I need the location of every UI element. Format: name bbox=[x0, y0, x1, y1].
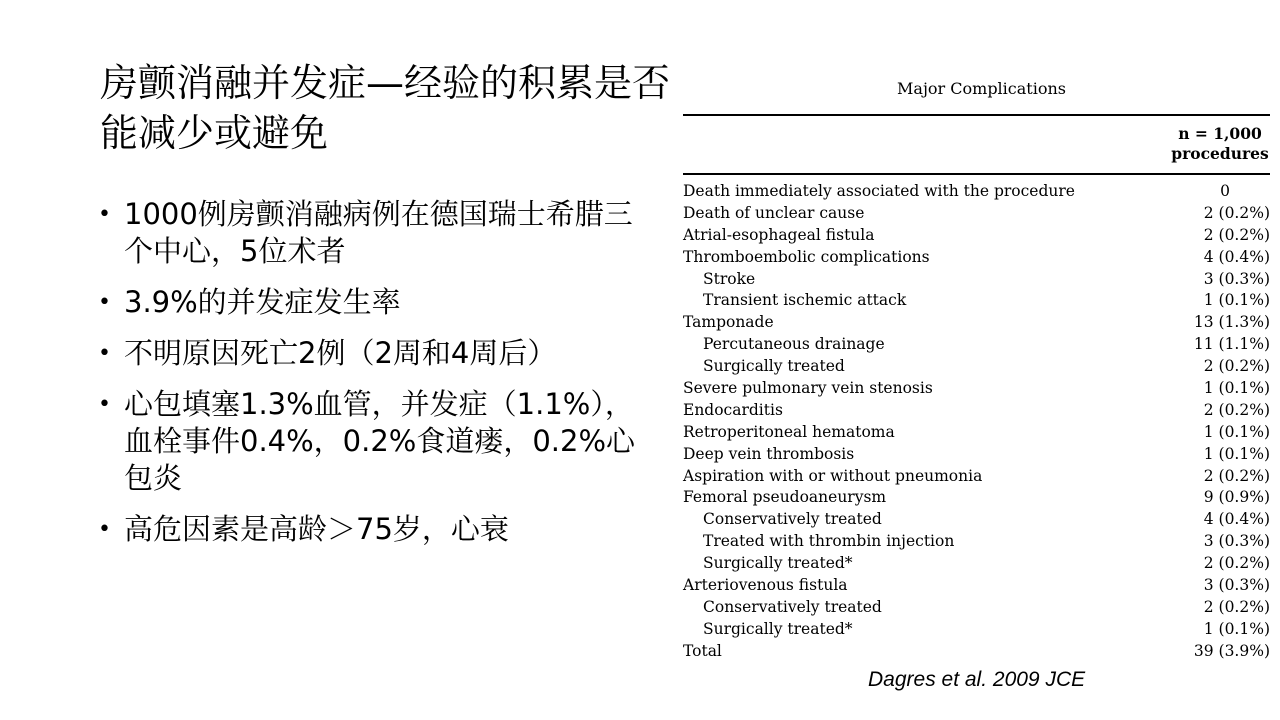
row-value: 3 (0.3%) bbox=[1203, 532, 1270, 551]
bullet-dot: • bbox=[98, 202, 111, 227]
bullet-item bbox=[96, 196, 656, 270]
table-row bbox=[683, 225, 1270, 247]
table-row bbox=[683, 487, 1270, 509]
table-row bbox=[683, 269, 1270, 291]
table-row bbox=[683, 641, 1270, 663]
row-value: 2 (0.2%) bbox=[1203, 357, 1270, 376]
bullet-item bbox=[96, 284, 656, 321]
bullet-item bbox=[96, 511, 656, 548]
bullet-text: 1000例房颤消融病例在德国瑞士希腊三个中心，5位术者 bbox=[124, 197, 633, 268]
row-label: Thromboembolic complications bbox=[683, 247, 930, 266]
row-label: Retroperitoneal hematoma bbox=[683, 422, 895, 441]
table-row bbox=[683, 247, 1270, 269]
table-row bbox=[683, 619, 1270, 641]
row-label: Stroke bbox=[703, 269, 756, 288]
table-row bbox=[683, 531, 1270, 553]
slide-title: 房颤消融并发症—经验的积累是否能减少或避免 bbox=[100, 61, 671, 155]
row-label: Death immediately associated with the procedure bbox=[683, 182, 1075, 200]
row-label: Conservatively treated bbox=[703, 510, 882, 529]
row-label: Arteriovenous fistula bbox=[683, 576, 848, 595]
row-label: Transient ischemic attack bbox=[703, 291, 907, 310]
row-label: Femoral pseudoaneurysm bbox=[683, 488, 887, 507]
table-row bbox=[683, 203, 1270, 225]
table-row bbox=[683, 553, 1270, 575]
table-row bbox=[683, 466, 1270, 488]
bullet-dot: • bbox=[98, 392, 111, 417]
row-label: Surgically treated bbox=[703, 357, 845, 376]
row-value: 3 (0.3%) bbox=[1203, 576, 1270, 595]
row-value: 2 (0.2%) bbox=[1203, 554, 1270, 573]
bullet-item bbox=[96, 335, 656, 372]
row-value: 1 (0.1%) bbox=[1203, 379, 1270, 398]
column-header-line: n = 1,000 bbox=[1178, 124, 1262, 143]
row-value: 39 (3.9%) bbox=[1193, 641, 1270, 660]
row-value: 4 (0.4%) bbox=[1203, 510, 1270, 529]
table-row bbox=[683, 312, 1270, 334]
table-row bbox=[683, 422, 1270, 444]
row-value: 11 (1.1%) bbox=[1193, 335, 1270, 354]
complications-table bbox=[683, 74, 1270, 663]
table-row bbox=[683, 356, 1270, 378]
row-value: 2 (0.2%) bbox=[1203, 400, 1270, 419]
citation: Dagres et al. 2009 JCE bbox=[868, 668, 1086, 691]
column-header-line: procedures bbox=[1171, 144, 1269, 163]
table-row bbox=[683, 575, 1270, 597]
row-label: Tamponade bbox=[683, 313, 774, 332]
row-value: 9 (0.9%) bbox=[1203, 488, 1270, 507]
bullet-text: 心包填塞1.3%血管，并发症（1.1%），血栓事件0.4%，0.2%食道瘘，0.2%心包炎 bbox=[124, 387, 636, 495]
row-value: 2 (0.2%) bbox=[1203, 466, 1270, 485]
table-row bbox=[683, 378, 1270, 400]
bullet-item bbox=[96, 386, 656, 497]
row-value: 1 (0.1%) bbox=[1203, 422, 1270, 441]
row-value: 2 (0.2%) bbox=[1203, 203, 1270, 222]
table-row bbox=[683, 334, 1270, 356]
row-label: Treated with thrombin injection bbox=[703, 532, 955, 551]
table-row bbox=[683, 444, 1270, 466]
row-label: Conservatively treated bbox=[703, 597, 882, 616]
bullet-dot: • bbox=[98, 341, 111, 366]
table-caption: Major Complications bbox=[897, 79, 1066, 98]
row-label: Surgically treated* bbox=[703, 554, 853, 573]
row-value: 13 (1.3%) bbox=[1193, 313, 1270, 332]
bullet-dot: • bbox=[98, 517, 111, 542]
bullet-dot: • bbox=[98, 290, 111, 315]
table-row bbox=[683, 597, 1270, 619]
row-label: Severe pulmonary vein stenosis bbox=[683, 379, 933, 398]
row-label: Total bbox=[683, 641, 722, 660]
row-value: 1 (0.1%) bbox=[1203, 291, 1270, 310]
bullet-text: 不明原因死亡2例（2周和4周后） bbox=[124, 336, 557, 370]
bullet-text: 3.9%的并发症发生率 bbox=[124, 285, 401, 319]
row-value: 2 (0.2%) bbox=[1203, 225, 1270, 244]
bullet-list bbox=[96, 196, 656, 562]
row-value: 2 (0.2%) bbox=[1203, 597, 1270, 616]
table-row bbox=[683, 509, 1270, 531]
row-value: 1 (0.1%) bbox=[1203, 444, 1270, 463]
row-label: Atrial-esophageal fistula bbox=[683, 225, 875, 244]
table-row bbox=[683, 290, 1270, 312]
row-label: Endocarditis bbox=[683, 400, 783, 419]
table-body bbox=[683, 175, 1270, 663]
table-header-row bbox=[683, 116, 1270, 175]
row-value: 1 (0.1%) bbox=[1203, 619, 1270, 638]
row-label: Surgically treated* bbox=[703, 619, 853, 638]
row-label: Aspiration with or without pneumonia bbox=[683, 466, 983, 485]
table-row bbox=[683, 181, 1270, 203]
row-label: Death of unclear cause bbox=[683, 203, 865, 222]
row-value: 4 (0.4%) bbox=[1203, 247, 1270, 266]
row-value: 3 (0.3%) bbox=[1203, 269, 1270, 288]
column-header bbox=[1170, 124, 1270, 164]
bullet-text: 高危因素是高龄＞75岁，心衰 bbox=[124, 512, 509, 546]
row-label: Deep vein thrombosis bbox=[683, 444, 855, 463]
table-row bbox=[683, 400, 1270, 422]
row-value: 0 bbox=[1220, 182, 1230, 200]
row-label: Percutaneous drainage bbox=[703, 335, 885, 354]
